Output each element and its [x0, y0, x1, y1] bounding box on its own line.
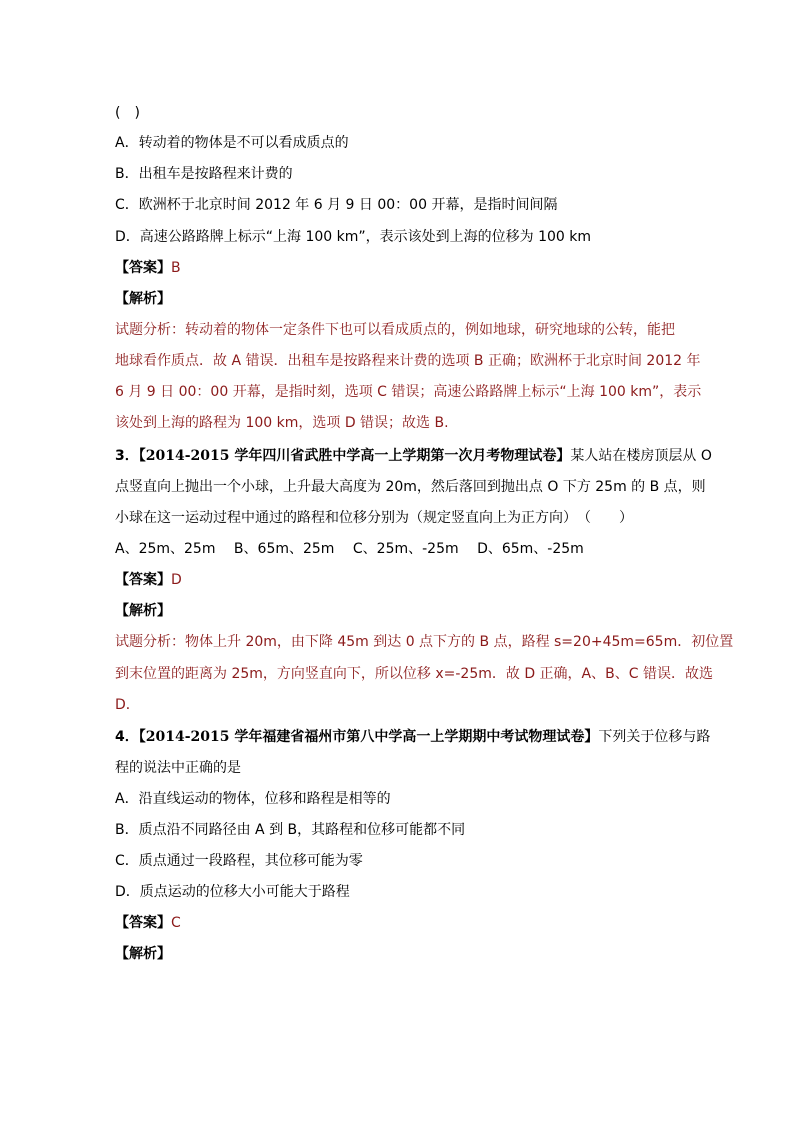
- q2-analysis-line: 试题分析：转动着的物体一定条件下也可以看成质点的，例如地球，研究地球的公转，能把: [115, 322, 675, 338]
- answer-value: D: [171, 572, 182, 588]
- answer-value: C: [171, 915, 181, 931]
- q2-option-b: B．出租车是按路程来计费的: [115, 166, 293, 182]
- q4-option-d: D．质点运动的位移大小可能大于路程: [115, 884, 350, 900]
- q4-analysis-label: 【解析】: [115, 946, 171, 962]
- q3-answer: [115, 570, 182, 590]
- q4-answer: [115, 913, 181, 933]
- q2-option-a: A．转动着的物体是不可以看成质点的: [115, 135, 349, 151]
- q4-stem-line: 程的说法中正确的是: [115, 760, 241, 776]
- question-stem: 某人站在楼房顶层从 O: [570, 448, 712, 464]
- answer-label: 【答案】: [115, 260, 171, 276]
- question-number: 3．: [115, 448, 139, 464]
- question-source: 【2014-2015 学年四川省武胜中学高一上学期第一次月考物理试卷】: [138, 448, 571, 464]
- question-stem: 下列关于位移与路: [598, 729, 711, 745]
- q2-option-c: C．欧洲杯于北京时间 2012 年 6 月 9 日 00：00 开幕，是指时间间隔: [115, 197, 558, 213]
- answer-label: 【答案】: [115, 572, 171, 588]
- q2-answer: [115, 258, 181, 278]
- q2-analysis-label: 【解析】: [115, 291, 171, 307]
- q3-stem-first-line: [115, 446, 712, 466]
- q3-options: A、25m、25m B、65m、25m C、25m、-25m D、65m、-25m: [115, 541, 584, 557]
- q3-analysis-label: 【解析】: [115, 603, 171, 619]
- q4-option-c: C．质点通过一段路程，其位移可能为零: [115, 853, 363, 869]
- q3-analysis-line: 试题分析：物体上升 20m，由下降 45m 到达 0 点下方的 B 点，路程 s=20+45m=65m．初位置: [115, 634, 734, 650]
- answer-value: B: [171, 260, 181, 276]
- q2-analysis-line: 该处到上海的路程为 100 km，选项 D 错误；故选 B.: [115, 415, 449, 431]
- q2-analysis-line: 6 月 9 日 00：00 开幕，是指时刻，选项 C 错误；高速公路路牌上标示“上海 100 km”，表示: [115, 384, 702, 400]
- question-source: 【2014-2015 学年福建省福州市第八中学高一上学期期中考试物理试卷】: [138, 729, 599, 745]
- q4-stem-first-line: [115, 727, 710, 747]
- q2-paren: ( ): [115, 105, 140, 121]
- q2-option-d: D．高速公路路牌上标示“上海 100 km”，表示该处到上海的位移为 100 km: [115, 229, 592, 245]
- q4-option-b: B．质点沿不同路径由 A 到 B，其路程和位移可能都不同: [115, 822, 466, 838]
- q3-stem-line: 小球在这一运动过程中通过的路程和位移分别为（规定竖直向上为正方向） （ ）: [115, 510, 633, 526]
- question-number: 4．: [115, 729, 139, 745]
- answer-label: 【答案】: [115, 915, 171, 931]
- q3-analysis-line: D．: [115, 697, 140, 713]
- q2-analysis-line: 地球看作质点．故 A 错误．出租车是按路程来计费的选项 B 正确；欧洲杯于北京时间 2012 年: [115, 353, 701, 369]
- q3-analysis-line: 到末位置的距离为 25m，方向竖直向下，所以位移 x=-25m．故 D 正确，A、B、C 错误．故选: [115, 666, 713, 682]
- q4-option-a: A．沿直线运动的物体，位移和路程是相等的: [115, 791, 391, 807]
- q3-stem-line: 点竖直向上抛出一个小球，上升最大高度为 20m，然后落回到抛出点 O 下方 25m 的 B 点，则: [115, 479, 706, 495]
